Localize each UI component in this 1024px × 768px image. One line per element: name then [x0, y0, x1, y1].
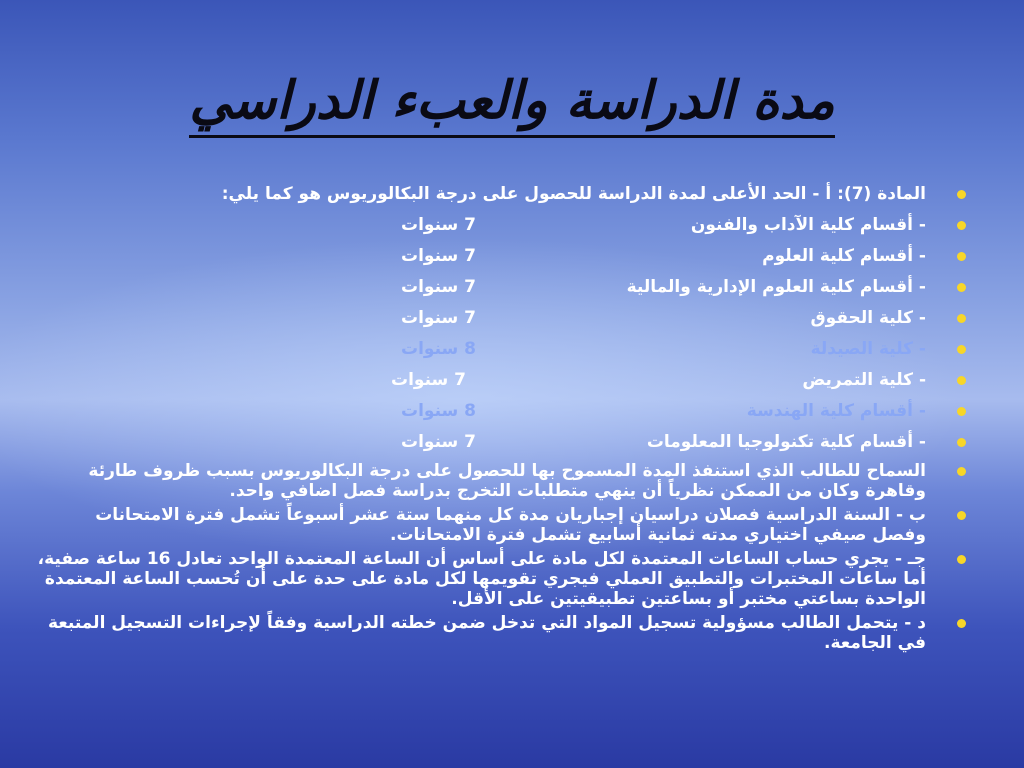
bullet-icon — [957, 376, 966, 385]
bullet-icon — [957, 407, 966, 416]
bullet-icon — [957, 511, 966, 520]
paragraph-text: جـ - يجري حساب الساعات المعتمدة لكل مادة على أساس أن الساعة المعتمدة الواحد تعادل 16 ساعة صفية، أما ساعات المختبرات والتطبيق العملي فيجري تقويمها لكل مادة على حدة على أن تُحسب الساعة المعتمدة الواحدة بساعتي مختبر أو بساعتين تطبيقيتين على الأقل. — [37, 549, 926, 609]
program-years: 8 سنوات — [401, 401, 476, 421]
bullet-list — [36, 180, 966, 653]
paragraph-text: السماح للطالب الذي استنفذ المدة المسموح بها للحصول على درجة البكالوريوس بسبب ظروف طارئة وقاهرة وكان من الممكن نظرياً أن ينهي متطلبات التخرج بدراسة فصل اضافي واحد. — [88, 461, 926, 501]
program-name: - أقسام كلية العلوم الإدارية والمالية — [626, 277, 926, 297]
bullet-icon — [957, 467, 966, 476]
slide-title — [0, 70, 1024, 131]
program-years: 7 سنوات — [401, 432, 476, 452]
program-years: 7 سنوات — [401, 277, 476, 297]
paragraph-extension — [36, 461, 966, 501]
program-name: - كلية التمريض — [802, 370, 926, 390]
program-name: - أقسام كلية الآداب والفنون — [690, 215, 926, 235]
program-years: 8 سنوات — [401, 339, 476, 359]
program-row — [36, 366, 966, 397]
intro-text: المادة (7): أ - الحد الأعلى لمدة الدراسة للحصول على درجة البكالوريوس هو كما يلي: — [221, 184, 926, 204]
program-name: - كلية الحقوق — [810, 308, 926, 328]
program-name: - أقسام كلية الهندسة — [746, 401, 926, 421]
program-row-highlighted — [36, 335, 966, 366]
program-name: - أقسام كلية العلوم — [762, 246, 926, 266]
program-row — [36, 304, 966, 335]
program-row — [36, 242, 966, 273]
program-years: 7 سنوات — [401, 246, 476, 266]
paragraph-text: ب - السنة الدراسية فصلان دراسيان إجباريان مدة كل منهما ستة عشر أسبوعاً تشمل فترة الامتحانات وفصل صيفي اختياري مدته ثمانية أسابيع تشمل فترة الامتحانات. — [95, 505, 926, 545]
program-name: - أقسام كلية تكنولوجيا المعلومات — [646, 432, 926, 452]
program-row — [36, 428, 966, 459]
bullet-icon — [957, 314, 966, 323]
bullet-icon — [957, 555, 966, 564]
program-row — [36, 211, 966, 242]
program-row-highlighted — [36, 397, 966, 428]
paragraph-academic-year — [36, 505, 966, 545]
bullet-icon — [957, 345, 966, 354]
paragraph-text: د - يتحمل الطالب مسؤولية تسجيل المواد التي تدخل ضمن خطته الدراسية وفقاً لإجراءات التسجيل المتبعة في الجامعة. — [48, 613, 926, 653]
bullet-icon — [957, 619, 966, 628]
program-years: 7 سنوات — [391, 370, 466, 390]
paragraph-credit-hours — [36, 549, 966, 609]
program-row — [36, 273, 966, 304]
bullet-icon — [957, 438, 966, 447]
bullet-icon — [957, 221, 966, 230]
program-name: - كلية الصيدلة — [810, 339, 926, 359]
slide-title-text: مدة الدراسة والعبء الدراسي — [189, 70, 834, 138]
program-years: 7 سنوات — [401, 308, 476, 328]
bullet-icon — [957, 283, 966, 292]
bullet-item-intro — [36, 180, 966, 211]
program-years: 7 سنوات — [401, 215, 476, 235]
bullet-icon — [957, 190, 966, 199]
paragraph-registration — [36, 613, 966, 653]
bullet-icon — [957, 252, 966, 261]
